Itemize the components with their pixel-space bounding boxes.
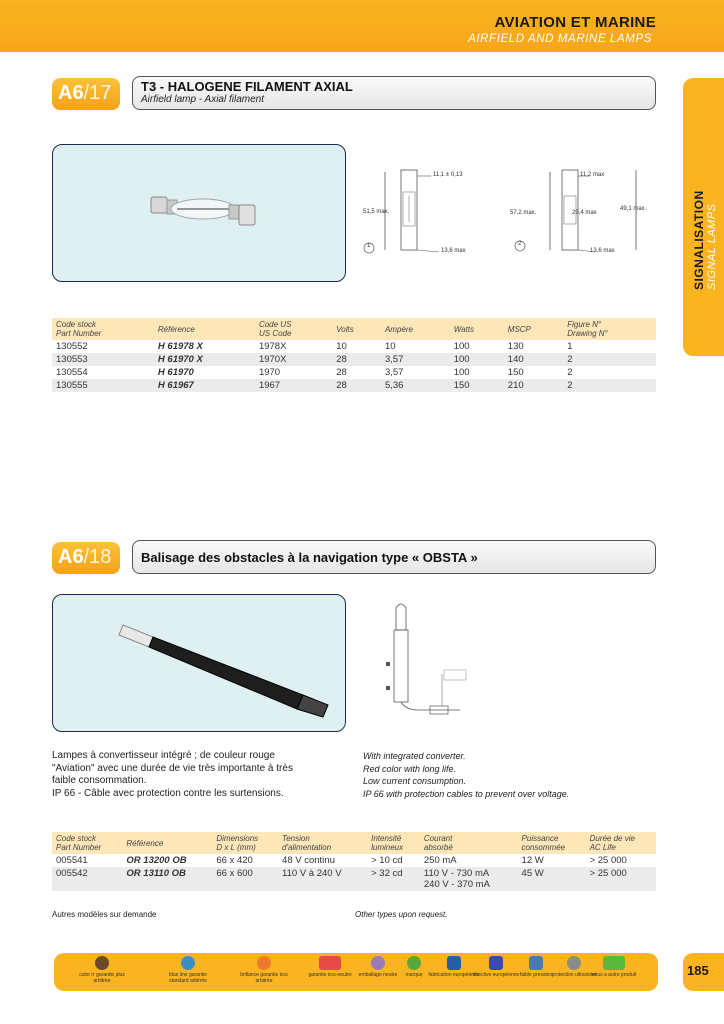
table-row: 130552 H 61978 X 1978X 10 10 100 130 1 bbox=[56, 341, 573, 352]
table-row: 130555 H 61967 1967 28 5,36 150 210 2 bbox=[52, 379, 656, 392]
desc-line: faible consommation. bbox=[52, 775, 147, 786]
col-header: Tension d'alimentation bbox=[278, 832, 367, 854]
col-header: Puissance consommée bbox=[518, 832, 586, 854]
col-header: Code stock Part Number bbox=[52, 832, 122, 854]
table-header-row bbox=[52, 832, 656, 854]
brand-icon: marque bbox=[388, 956, 440, 978]
col-header: Figure N° Drawing N° bbox=[563, 318, 656, 340]
page-title: AVIATION ET MARINE bbox=[494, 14, 656, 31]
dim-top: 11,2 max bbox=[580, 172, 605, 178]
product-photo-halogen bbox=[52, 144, 346, 282]
side-tab-text bbox=[686, 150, 724, 300]
spec-table-a6-17 bbox=[52, 318, 656, 392]
col-header: Dimensions D x L (mm) bbox=[212, 832, 278, 854]
description-fr bbox=[52, 750, 348, 800]
packaging-icon: emballage neutre bbox=[352, 956, 404, 978]
table-row: 130554 H 61970 1970 28 3,57 100 150 2 bbox=[56, 367, 573, 378]
footnote-en: Other types upon request. bbox=[355, 910, 448, 919]
desc-line: Low current consumption. bbox=[363, 776, 467, 786]
drawing-obsta bbox=[370, 600, 480, 725]
color-icon: color rr garantie plus arbitrée bbox=[76, 956, 128, 984]
table-row: 130553 H 61970 X 1970X 28 3,57 100 140 2 bbox=[52, 353, 656, 366]
section-header-1 bbox=[132, 76, 656, 110]
badge-prefix: A6 bbox=[58, 546, 84, 568]
dim-top: 11,1 ± 0,13 bbox=[433, 172, 463, 178]
page-number: 185 bbox=[687, 963, 709, 978]
uv-icon: protection ultraviolet bbox=[548, 956, 600, 978]
page-subtitle: AIRFIELD AND MARINE LAMPS bbox=[468, 33, 652, 45]
col-header: Durée de vie AC Life bbox=[586, 832, 656, 854]
table-row: 005541 OR 13200 OB 66 x 420 48 V continu > 10 cd 250 mA 12 W > 25 000 bbox=[56, 855, 627, 866]
desc-line: "Aviation" avec une durée de vie très importante à très bbox=[52, 762, 293, 774]
desc-line: IP 66 - Câble avec protection contre les surtensions. bbox=[52, 787, 284, 799]
col-header: MSCP bbox=[504, 318, 563, 340]
pressure-icon: faible pression bbox=[510, 956, 562, 978]
drawing-1 bbox=[355, 162, 485, 262]
side-tab-subtitle: SIGNAL LAMPS bbox=[706, 203, 718, 290]
dim-right: 49,1 max. bbox=[620, 206, 647, 212]
side-tab-title: SIGNALISATION bbox=[692, 190, 706, 290]
drawing-number: 1 bbox=[367, 243, 371, 249]
dim-bottom: 13,6 max bbox=[441, 248, 466, 254]
col-header: Intensité lumineux bbox=[367, 832, 420, 854]
col-header: Ampère bbox=[381, 318, 450, 340]
col-header: Code stock Part Number bbox=[52, 318, 154, 340]
desc-line: Lampes à convertisseur intégré ; de couleur rouge bbox=[52, 750, 275, 761]
section-header-2 bbox=[132, 540, 656, 574]
obsta-drawing bbox=[370, 600, 480, 725]
product-photo-obsta bbox=[52, 594, 346, 732]
brilliance-icon: brillance garantie éco arbitrée bbox=[238, 956, 290, 984]
halogen-lamp-image bbox=[53, 145, 344, 280]
section-badge-a6-17 bbox=[52, 78, 120, 110]
blue-line-icon: blue line garantie standard arbitrée bbox=[162, 956, 214, 984]
footnote-fr: Autres modèles sur demande bbox=[52, 910, 157, 919]
dim-left: 51,5 max. bbox=[363, 209, 390, 215]
desc-line: Red color with long life. bbox=[363, 763, 457, 774]
col-header: Référence bbox=[122, 832, 212, 854]
eco-icon: garantie éco-neutre bbox=[304, 956, 356, 978]
section-title: Balisage des obstacles à la navigation type « OBSTA » bbox=[141, 550, 478, 565]
drawing-number: 2 bbox=[518, 241, 522, 247]
factory-icon: fabrication européenne bbox=[428, 956, 480, 978]
badge-number: /17 bbox=[83, 82, 112, 104]
table-row: 005542 OR 13110 OB 66 x 600 110 V à 240 V > 32 cd 110 V - 730 mA 240 V - 370 mA 45 W > 25 000 bbox=[52, 867, 656, 891]
badge-prefix: A6 bbox=[58, 82, 84, 104]
col-header: Watts bbox=[450, 318, 504, 340]
legend-bar bbox=[54, 953, 658, 991]
product-icon: nous a autre produit bbox=[588, 956, 640, 978]
col-header: Volts bbox=[332, 318, 381, 340]
badge-number: /18 bbox=[83, 546, 112, 568]
section-title: T3 - HALOGENE FILAMENT AXIAL bbox=[141, 79, 353, 94]
drawing-2 bbox=[500, 162, 660, 262]
dim-mid: 29,4 max bbox=[572, 210, 597, 216]
description-en bbox=[363, 750, 653, 800]
col-header: Code US US Code bbox=[255, 318, 332, 340]
dim-bottom: 13,6 max bbox=[590, 248, 615, 254]
col-header: Référence bbox=[154, 318, 255, 340]
directive-icon: directive européenne bbox=[470, 956, 522, 978]
col-header: Courant absorbé bbox=[420, 832, 518, 854]
dim-left: 57,2 max. bbox=[510, 210, 537, 216]
section-subtitle: Airfield lamp - Axial filament bbox=[141, 94, 265, 105]
obsta-lamp-image bbox=[53, 595, 344, 730]
table-header-row bbox=[52, 318, 656, 340]
desc-line: With integrated converter. bbox=[363, 751, 466, 761]
section-badge-a6-18 bbox=[52, 542, 120, 574]
spec-table-a6-18 bbox=[52, 832, 656, 891]
desc-line: IP 66 with protection cables to prevent over voltage. bbox=[363, 788, 570, 799]
page-number-tab bbox=[683, 953, 724, 991]
